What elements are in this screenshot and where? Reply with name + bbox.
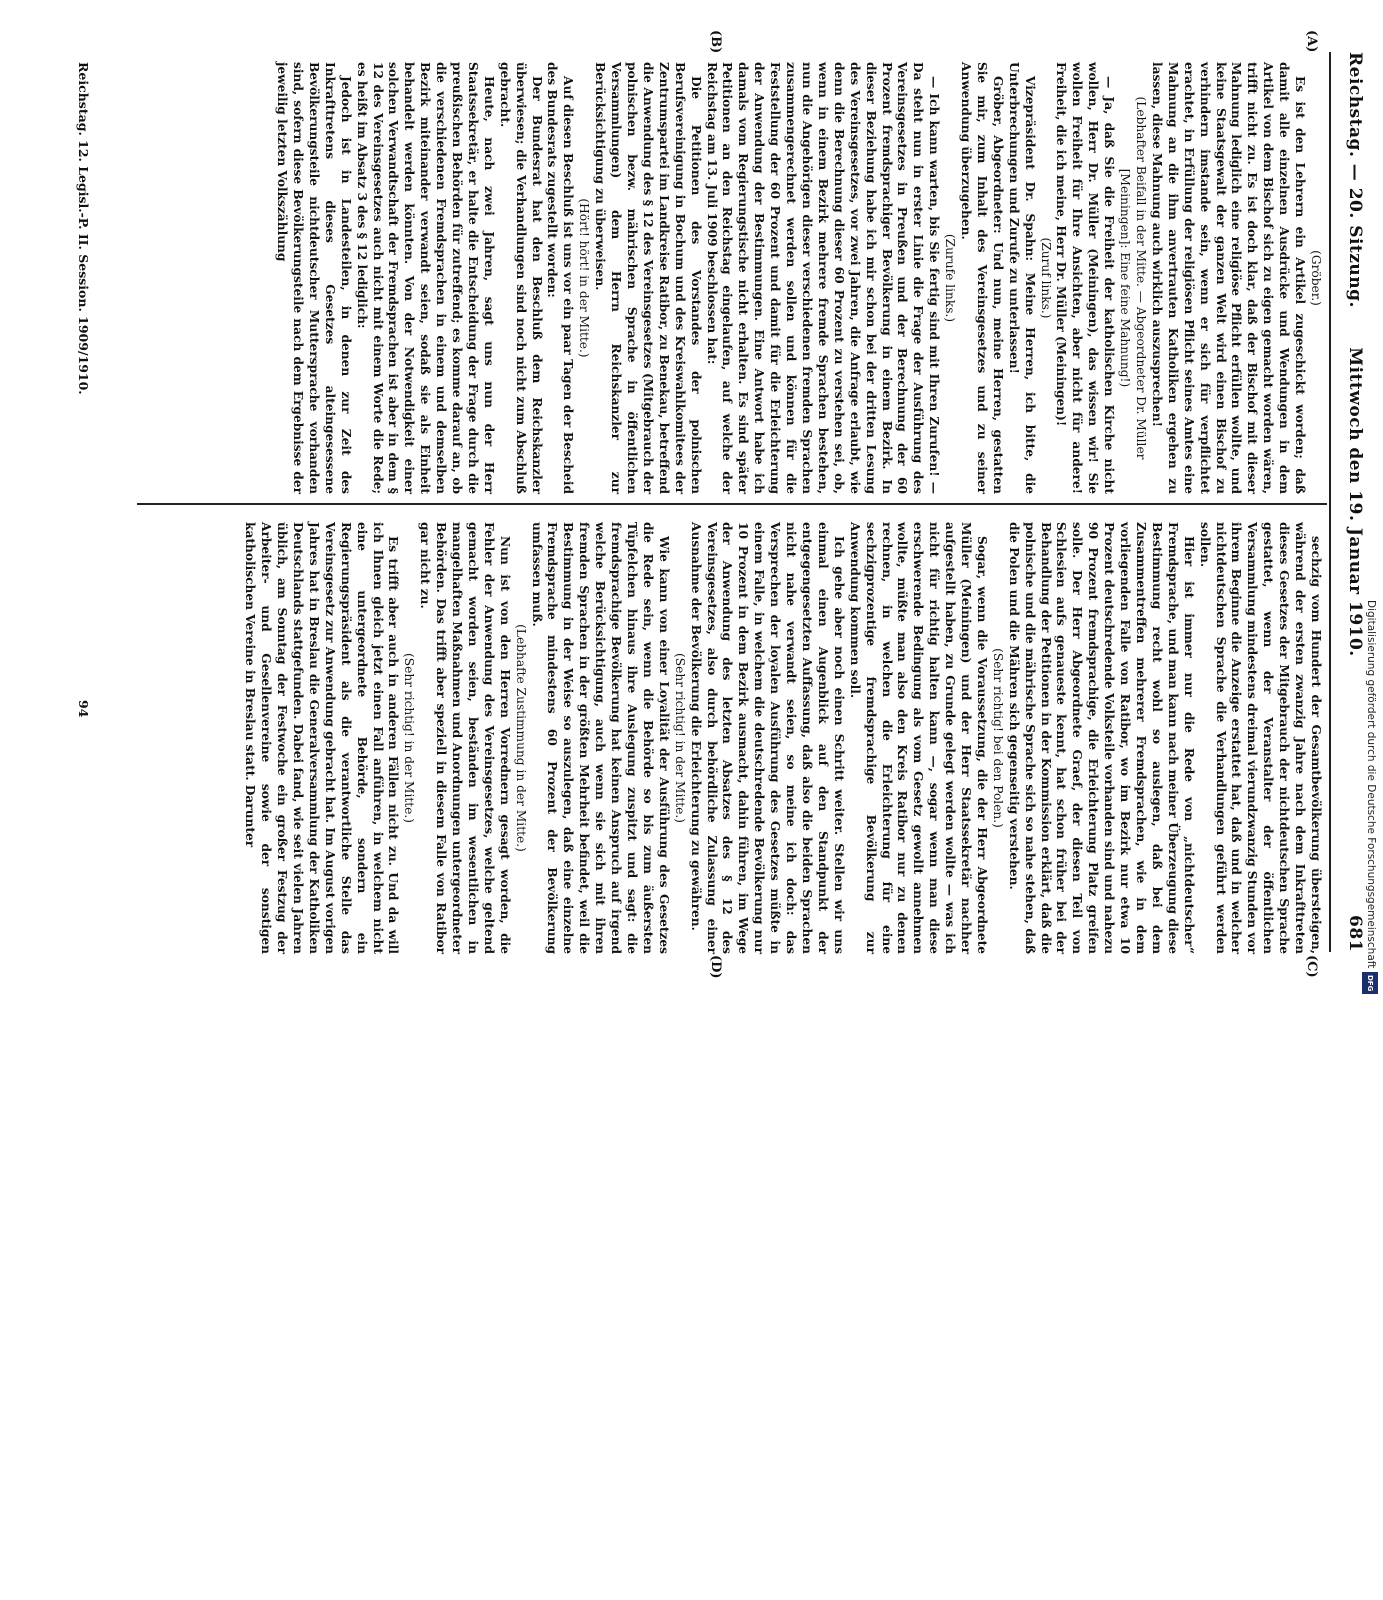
- paragraph: Vizepräsident Dr. Spahn: Meine Herren, ich bitte, die Unterbrechungen und Zurufe zu unterlassen!: [1006, 62, 1037, 494]
- reaction: (Sehr richtig! in der Mitte.): [402, 653, 417, 823]
- speaker-tag: (Gröber.): [1309, 250, 1323, 306]
- reaction: (Lebhafter Beifall in der Mitte. — Abgeordneter Dr. Müller [Meiningen]: Eine feine Mahnung!): [1118, 96, 1149, 460]
- quoted-paragraph: sechzig vom Hundert der Gesamtbevölkerung übersteigen, während der ersten zwanzig Jahre nach dem Inkrafttreten dieses Gesetzes der Mitgebrauch der nichtdeutschen Sprache gestattet, wenn der Veranstalter der öffentlichen Versammlung mindestens dreimal vierundzwanzig Stunden vor ihrem Beginne die Anzeige erstattet hat, daß und in welcher nichtdeutschen Sprache die Verhandlungen geführt werden sollen.: [1197, 522, 1323, 954]
- reaction: (Sehr richtig! in der Mitte.): [672, 653, 687, 823]
- reaction: (Lebhafte Zustimmung in der Mitte.): [513, 624, 528, 852]
- paragraph: Es trifft aber auch in anderen Fällen nicht zu. Und da will ich Ihnen gleich jetzt einen Fall anführen, in welchem nicht eine untergeordnete Behörde, sondern ein Regierungspräsident als die verantwortliche Stelle das Vereinsgesetz zur Anwendung gebracht hat. Im August vorigen Jahres hat in Breslau die Generalversammlung der Katholiken Deutschlands stattgefunden. Dabei fand, wie seit vielen Jahren üblich, am Sonntag der Festwoche ein großer Festzug der Arbeiter- und Gesellenvereine sowie der sonstigen katholischen Vereine in Breslau statt. Darunter: [243, 522, 401, 954]
- right-column: [241, 522, 1323, 954]
- paragraph: Heute, nach zwei Jahren, sagt uns nun der Herr Staatssekretär, er halte die Entscheidung der Frage durch die preußischen Behörden für zutreffend; es komme darauf an, ob die verschiedenen Fremdsprachen in einem und demselben Bezirk miteinander verwandt seien, sodaß sie als Einheit behandelt werden könnten. Von der Notwendigkeit einer solchen Verwandtschaft der Fremdsprachen ist aber in dem § 12 des Vereinsgesetzes auch nicht mit einem Worte die Rede; es heißt im Absatz 3 des § 12 lediglich:: [354, 62, 496, 494]
- paragraph: — Ich kann warten, bis Sie fertig sind mit Ihren Zurufen! — Da steht nun in erster Linie die Frage der Ausführung des Vereinsgesetzes in Preußen und der Berechnung der 60 Prozent fremdsprachiger Bevölkerung in einem Bezirk. In dieser Beziehung habe ich mir schon bei der dritten Lesung des Vereinsgesetzes, vor zwei Jahren, die Anfrage erlaubt, wie denn die Berechnung dieser 60 Prozent zu verstehen sei, ob, wenn in einem Bezirk mehrere fremde Sprachen bestehen, nun die Angehörigen dieser verschiedenen fremden Sprachen zusammengerechnet werden sollen und können für die Feststellung der 60 Prozent und damit für die Erleichterung der Anwendung der Bestimmungen. Eine Antwort habe ich damals vom Regierungstische nicht erhalten. Es sind später Petitionen an den Reichstag eingelaufen, auf welche der Reichstag am 13. Juli 1909 beschlossen hat:: [704, 62, 942, 494]
- quoted-paragraph: Die Petitionen des Vorstandes der polnischen Berufsvereinigung in Bochum und des Kreiswahlkomitees der Zentrumspartei im Landkreise Ratibor, zu Benekau, betreffend die Anwendung des § 12 des Vereinsgesetzes (Mitgebrauch der polnischen bezw. mährischen Sprache in öffentlichen Versammlungen) dem Herrn Reichskanzler zur Berücksichtigung zu überweisen.: [593, 62, 703, 494]
- paragraph: Es ist den Lehrern ein Artikel zugeschickt worden; daß damit alle einzelnen Ausdrücke und Wendungen in dem Artikel von dem Bischof sich zu eigen gemacht worden wären, trifft nicht zu. Es ist doch klar, daß der Bischof mit dieser Mahnung lediglich eine religiöse Pflicht erfüllen wollte, und keine Staatsgewalt der ganzen Welt wird einen Bischof zu verhindern imstande sein, wenn er sich für verpflichtet erachtet, in Erfüllung der religiösen Pflicht seines Amtes eine Mahnung an die ihm anvertrauten Katholiken ergehen zu lassen, diese Mahnung auch wirklich auszusprechen!: [1149, 62, 1308, 494]
- quoted-paragraph: Jedoch ist in Landesteilen, in denen zur Zeit des Inkrafttretens dieses Gesetzes alteingesessene Bevölkerungsteile nichtdeutscher Muttersprache vorhanden sind, sofern diese Bevölkerungsteile nach dem Ergebnisse der jeweilig letzten Volkszählung: [275, 62, 353, 494]
- paragraph: Auf diesen Beschluß ist uns vor ein paar Tagen der Bescheid des Bundesrats zugestellt worden:: [545, 62, 576, 494]
- paragraph: Wie kann von einer Loyalität der Ausführung des Gesetzes die Rede sein, wenn die Behörde so bis zum äußersten Tüpfelchen hinaus ihre Auslegung zuspitzt und sagt: die fremdsprachige Bevölkerung hat keinen Anspruch auf irgend welche Berücksichtigung, auch wenn sie sich mit ihren fremden Sprachen in der größten Mehrheit befindet, weil die Bestimmung in der Weise so auszulegen, daß eine einzelne Fremdsprache mindestens 60 Prozent der Bevölkerung umfassen muß.: [529, 522, 671, 954]
- quoted-paragraph: Der Bundesrat hat den Beschluß dem Reichskanzler überwiesen; die Verhandlungen sind noch nicht zum Abschluß gebracht.: [497, 62, 544, 494]
- left-column: [273, 62, 1323, 494]
- dfg-logo: DFG: [1362, 972, 1378, 994]
- paragraph: Ich gehe aber noch einen Schritt weiter. Stellen wir uns einmal einen Augenblick auf den Standpunkt der entgegengesetzten Auffassung, daß also die beiden Sprachen nicht nahe verwandt seien, so meine ich doch: das Versprechen der loyalen Ausführung des Gesetzes müßte in einem Falle, in welchem die deutschredende Bevölkerung nur 10 Prozent in dem Bezirk ausmacht, dahin führen, im Wege der Anwendung des letzten Absatzes des § 12 des Vereinsgesetzes, also durch behördliche Zulassung einer Ausnahme der Bevölkerung die Erleichterung zu gewähren.: [688, 522, 846, 954]
- paragraph: Gröber, Abgeordneter: Und nun, meine Herren, gestatten Sie mir, zum Inhalt des Vereinsgesetzes und zu seiner Anwendung überzugehen.: [959, 62, 1005, 494]
- header-date: Mittwoch den 19. Januar 1910.: [1345, 347, 1365, 657]
- margin-mark-a: (A): [1304, 30, 1319, 53]
- paragraph: Hier ist immer nur die Rede von „nichtdeutscher“ Fremdsprache, und man kann nach meiner Überzeugung diese Bestimmung recht wohl so auslegen, daß bei dem Zusammentreffen mehrerer Fremdsprachen, wie in dem vorliegenden Falle von Ratibor, wo im Bezirk nur etwa 10 Prozent deutschredende Volksteile vorhanden sind und nahezu 90 Prozent fremdsprachige, die Erleichterung Platz greifen solle. Der Herr Abgeordnete Graef, der diesen Teil von Schlesien aufs genaueste kennt, hat schon früher bei der Behandlung der Petitionen in der Kommission erklärt, daß die polnische und die mährische Sprache sich so nahe stehen, daß die Polen und die Mähren sich gegenseitig verstehen.: [1006, 522, 1196, 954]
- margin-mark-d: (D): [708, 955, 723, 979]
- reaction: (Hört! hört! in der Mitte.): [577, 198, 592, 358]
- margin-mark-c: (C): [1304, 955, 1319, 978]
- reaction: (Zuruf links.): [1038, 237, 1053, 319]
- paragraph: Sogar, wenn die Voraussetzung, die der Herr Abgeordnete Müller (Meiningen) und der Herr Staatssekretär nachher aufgestellt haben, zu Grunde gelegt werden wollte — was ich nicht für richtig halten kann —, sogar wenn man diese erschwerende Bedingung als vom Gesetz gewollt annehmen wollte, müßte man also den Kreis Ratibor nur zu denen rechnen, in welchen die Erleichterung für eine sechzigprozentige fremdsprachige Bevölkerung zur Anwendung kommen soll.: [847, 522, 989, 954]
- digitization-sidebar: [1358, 0, 1383, 1000]
- column-divider: [137, 503, 1327, 505]
- footer-left: Reichstag. 12. Legisl.-P. II. Session. 1909/1910.: [76, 62, 91, 395]
- paragraph: — Ja, daß Sie die Freiheit der katholischen Kirche nicht wollen, Herr Dr. Müller (Meiningen), das wissen wir! Sie wollen Freiheit für Ihre Ansichten, aber nicht für andere! Freiheit, die ich meine, Herr Dr. Müller (Meiningen)!: [1054, 62, 1117, 494]
- paragraph: Nun ist von den Herren Vorrednern gesagt worden, die Fehler der Anwendung des Vereinsgesetzes, welche geltend gemacht worden seien, beständen im wesentlichen in mangelhaften Maßnahmen und Anordnungen untergeordneter Behörden. Das trifft aber speziell in diesem Falle von Ratibor gar nicht zu.: [418, 522, 512, 954]
- reaction: (Sehr richtig! bei den Polen.): [990, 648, 1005, 828]
- margin-mark-b: (B): [708, 30, 723, 54]
- digitization-credit: Digitalisierung gefördert durch die Deutsche Forschungsgemeinschaft: [1365, 600, 1377, 969]
- page-number: 681: [1345, 915, 1365, 952]
- header-rule: [1329, 52, 1331, 952]
- reaction: (Zurufe links.): [943, 233, 958, 323]
- header-left: Reichstag. — 20. Sitzung.: [1345, 52, 1365, 308]
- footer-page-number: 94: [76, 700, 91, 718]
